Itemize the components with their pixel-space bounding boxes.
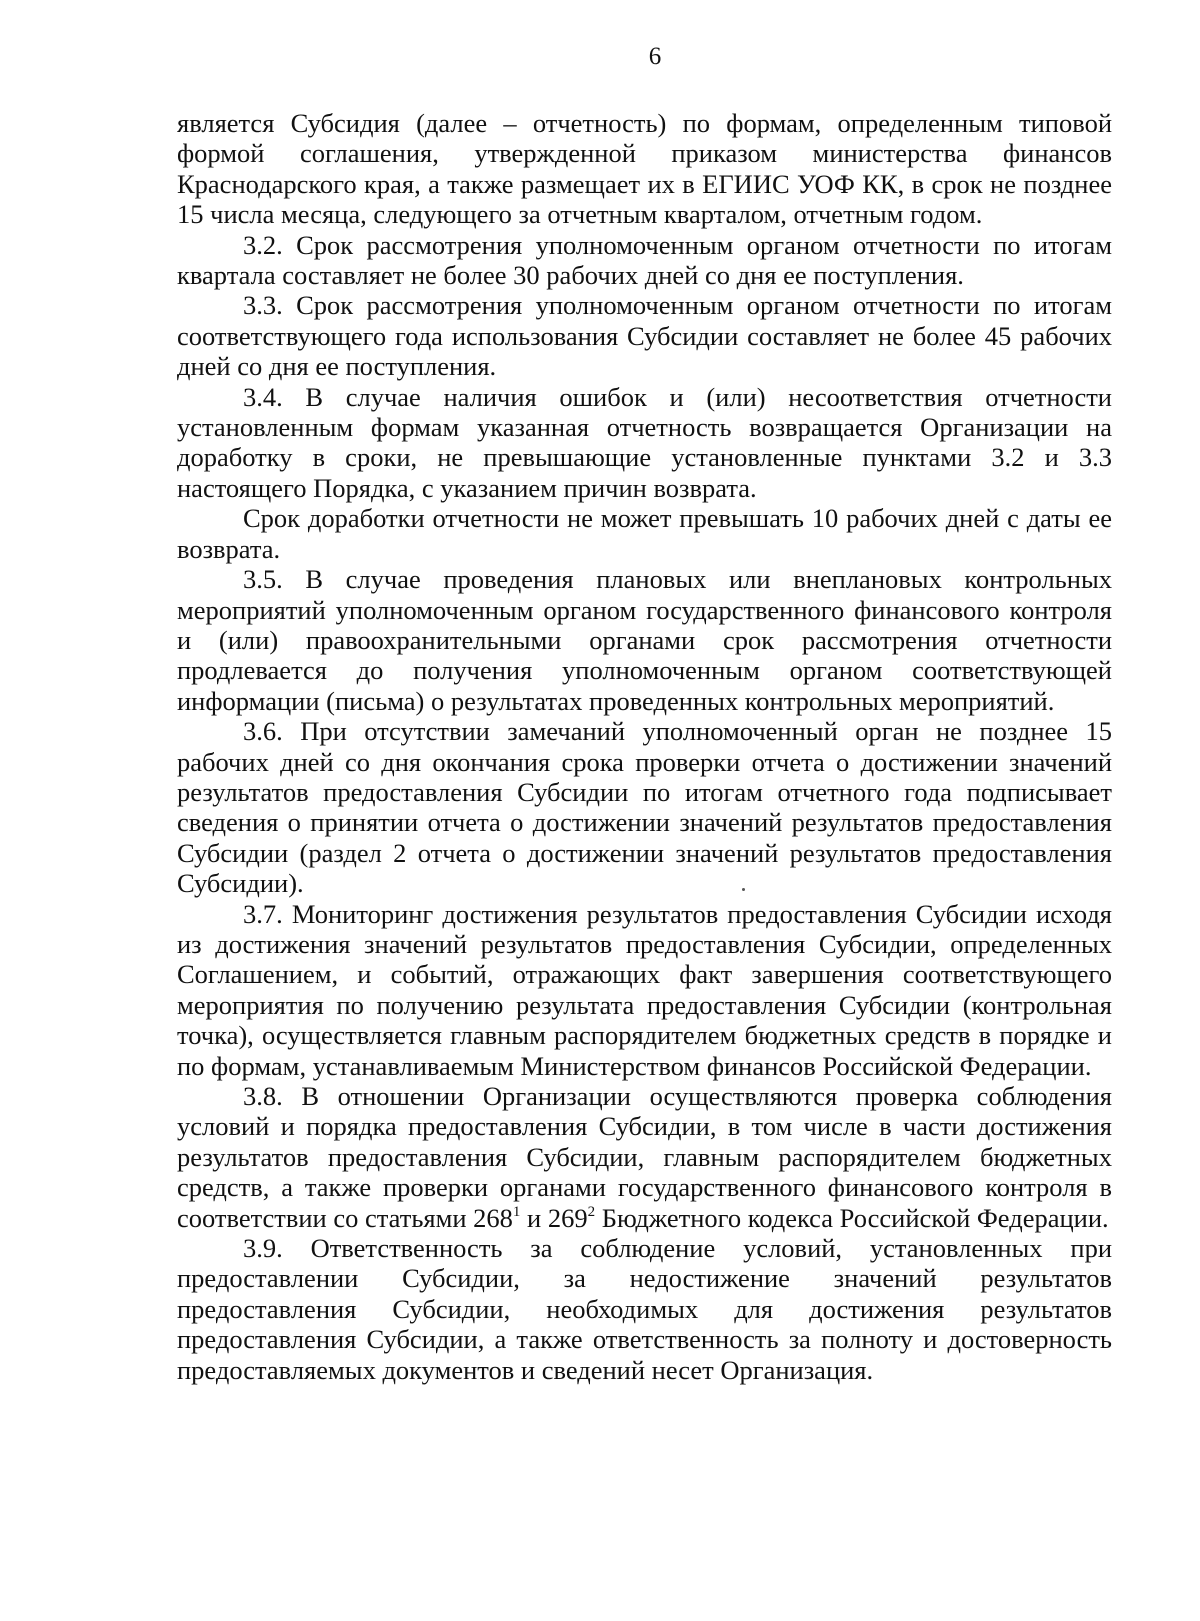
paragraph-3-8 [177,1081,1112,1233]
paragraph-3-5: 3.5. В случае проведения плановых или внеплановых контрольных мероприятий уполномоченным органом государственного финансового контроля и (или) правоохранительными органами срок рассмотрения отчетности продлевается до получения уполномоченным органом соответствующей информации (письма) о результатах проведенных контрольных мероприятий. [177,564,1112,716]
paragraph-3-8-text-before: 3.8. В отношении Организации осуществляются проверка соблюдения условий и порядка предоставления Субсидии, в том числе в части достижения результатов предоставления Субсидии, главным распорядителем бюджетных средств, а также проверки органами государственного финансового контроля в соответствии со статьями 268 [177,1081,1112,1233]
footnote-mark-268: 1 [512,1203,521,1220]
paragraph-3-6: 3.6. При отсутствии замечаний уполномоченный орган не позднее 15 рабочих дней со дня окончания срока проверки отчета о достижении значений результатов предоставления Субсидии по итогам отчетного года подписывает сведения о принятии отчета о достижении значений результатов предоставления Субсидии (раздел 2 отчета о достижении значений результатов предоставления Субсидии). [177,716,1112,899]
paragraph-3-2: 3.2. Срок рассмотрения уполномоченным органом отчетности по итогам квартала составляет не более 30 рабочих дней со дня ее поступления. [177,229,1112,291]
page-number: 6 [648,43,662,70]
paragraph-3-4-rework-term: Срок доработки отчетности не может превышать 10 рабочих дней с даты ее возврата. [177,503,1112,564]
document-body [177,108,1112,1385]
paragraph-3-4: 3.4. В случае наличия ошибок и (или) несоответствия отчетности установленным формам указанная отчетность возвращается Организации на доработку в сроки, не превышающие установленные пунктами 3.2 и 3.3 настоящего Порядка, с указанием причин возврата. [177,381,1112,503]
paragraph-3-7: 3.7. Мониторинг достижения результатов предоставления Субсидии исходя из достижения значений результатов предоставления Субсидии, определенных Соглашением, и событий, отражающих факт завершения соответствующего мероприятия по получению результата предоставления Субсидии (контрольная точка), осуществляется главным распорядителем бюджетных средств в порядке и по формам, устанавливаемым Министерством финансов Российской Федерации. [177,898,1112,1081]
paragraph-3-8-text-middle: и 269 [520,1202,588,1233]
scan-speck [742,888,745,891]
paragraph-continuation: является Субсидия (далее – отчетность) по формам, определенным типовой формой соглашения, утвержденной приказом министерства финансов Краснодарского края, а также размещает их в ЕГИИС УОФ КК, в срок не позднее 15 числа месяца, следующего за отчетным кварталом, отчетным годом. [177,108,1112,230]
paragraph-3-8-text-after: Бюджетного кодекса Российской Федерации. [595,1202,1109,1233]
paragraph-3-9: 3.9. Ответственность за соблюдение условий, установленных при предоставлении Субсидии, за недостижение значений результатов предоставления Субсидии, необходимых для достижения результатов предоставления Субсидии, а также ответственность за полноту и достоверность предоставляемых документов и сведений несет Организация. [177,1233,1112,1385]
paragraph-3-3: 3.3. Срок рассмотрения уполномоченным органом отчетности по итогам соответствующего года использования Субсидии составляет не более 45 рабочих дней со дня ее поступления. [177,290,1112,382]
footnote-mark-269: 2 [587,1203,596,1220]
